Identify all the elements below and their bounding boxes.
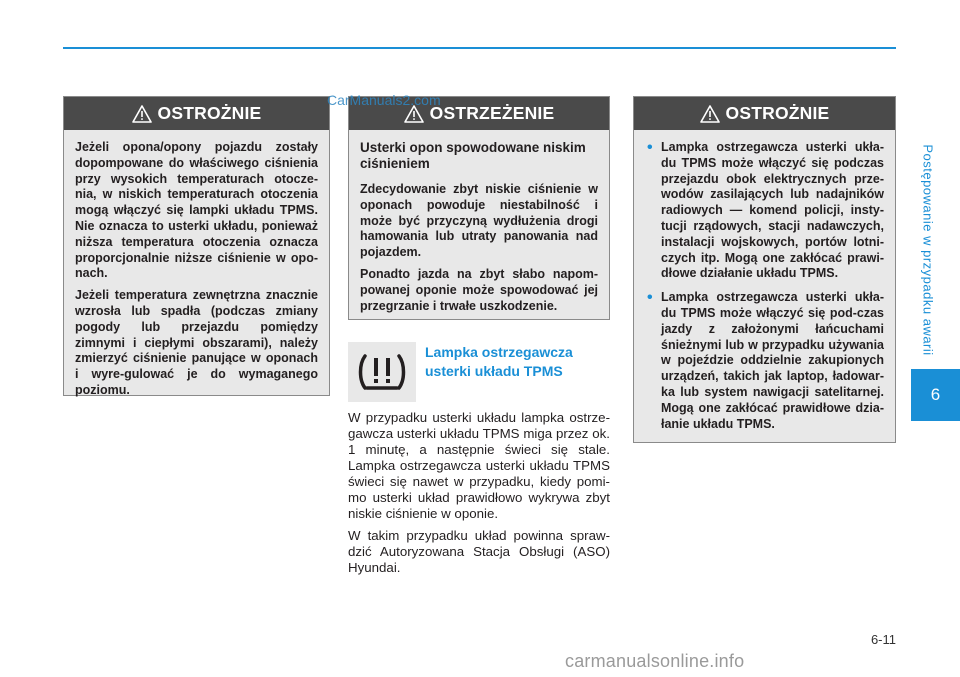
caution-header	[634, 97, 895, 130]
top-rule	[63, 47, 896, 49]
page-number: 6-11	[870, 632, 896, 647]
caution-title: OSTROŻNIE	[725, 103, 830, 123]
chapter-side-label	[917, 140, 939, 360]
list-item: • Lampka ostrzegawcza usterki ukła-du TPMS może włączyć się pod-czas jazdy z założonymi łańcuchami śnieżnymi lub w przypadku używania w pojeździe oddzielnie zakupionych urządzeń, takich jak laptop, ładowar-ka lub system nawigacji satelitarnej. Mogą one zakłócać prawidłowe dzia-łanie układu TPMS.	[645, 290, 884, 432]
paragraph: W przypadku usterki układu lampka ostrze-gawcza usterki układu TPMS miga przez ok. 1 minutę, a następnie świeci się stale. Lampka ostrzegawcza usterki układu TPMS świeci się nawet w przypadku, kiedy pomi-mo usterki układ prawidłowo wykrywa zbyt niskie ciśnienie w oponie.	[348, 410, 610, 521]
paragraph: Jeżeli opona/opony pojazdu zostały dopompowane do właściwego ciśnienia przy wysokich temperaturach otocze-nia, w niskich temperaturach otoczenia mogą włączyć się lampki układu TPMS. Nie oznacza to usterki układu, ponieważ niższa temperatura otoczenia oznacza proporcjonalnie niższe ciśnienie w opo-nach.	[75, 140, 318, 281]
caution-title: OSTROŻNIE	[157, 103, 262, 123]
paragraph: W takim przypadku układ powinna spraw-dzić Autoryzowana Stacja Obsługi (ASO) Hyundai.	[348, 528, 610, 575]
caution-header	[64, 97, 329, 130]
paragraph: Jeżeli temperatura zewnętrzna znacznie wzrosła lub spadła (podczas zmiany pogody lub przejazdu pomiędzy zimnymi i ciepłymi obszarami), należy zmierzyć ciśnienie panujące w oponach i wyre-gulować je do wymaganego poziomu.	[75, 288, 318, 397]
section-title: Lampka ostrzegawcza usterki układu TPMS	[425, 344, 573, 379]
section-body	[348, 410, 610, 582]
warning-subtitle: Usterki opon spowodowane niskim ciśnieniem	[360, 140, 586, 171]
watermark-bottom: carmanualsonline.info	[565, 651, 745, 671]
watermark-top: CarManuals2.com	[327, 92, 441, 108]
warning-title: OSTRZEŻENIE	[429, 103, 555, 123]
warning-triangle-icon	[132, 105, 152, 123]
chapter-tab: 6	[911, 369, 960, 421]
warning-triangle-icon	[700, 105, 720, 123]
paragraph: Ponadto jazda na zbyt słabo napom-powanej oponie może spowodować jej przegrzanie i trwałe uszkodzenie.	[360, 266, 598, 313]
bullet-list	[645, 140, 884, 432]
caution-box-left	[63, 96, 330, 396]
warning-box	[348, 96, 610, 320]
chapter-side-label-text: Postępowanie w przypadku awarii	[920, 144, 936, 356]
caution-box-right	[633, 96, 896, 443]
paragraph: Zdecydowanie zbyt niskie ciśnienie w oponach powoduje niestabilność i może być przyczyną wydłużenia drogi hamowania lub utraty panowania nad pojazdem.	[360, 182, 598, 260]
list-item: • Lampka ostrzegawcza usterki ukła-du TPMS może włączyć się podczas przejazdu obok elektrycznych prze-wodów zasilających lub nadajników radiowych — komend policji, insty-tucji rządowych, stacji nadawczych, instalacji wojskowych, portów lotni-czych itp. Mogą one zakłócać prawi-dłowe działanie układu TPMS.	[645, 140, 884, 282]
tpms-warning-icon	[348, 342, 416, 402]
